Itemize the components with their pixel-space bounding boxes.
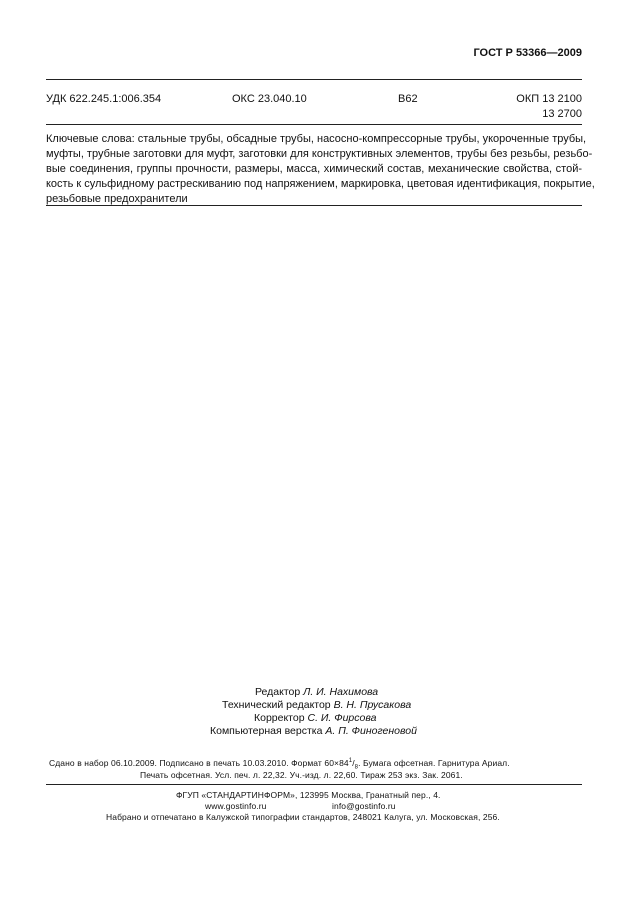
keywords-block — [46, 132, 595, 207]
credit-role: Компьютерная верстка — [210, 725, 323, 737]
imprint-divider — [46, 784, 582, 785]
top-divider — [46, 79, 582, 80]
credit-person: Л. И. Нахимова — [303, 686, 379, 698]
keywords-line: кость к сульфидному растрескиванию под напряжением, маркировка, цветовая идентификация, покрытие, — [46, 178, 595, 190]
credit-layout — [210, 725, 417, 737]
imprint-line-2: Печать офсетная. Усл. печ. л. 22,32. Уч.-изд. л. 22,60. Тираж 253 экз. Зак. 2061. — [140, 770, 463, 780]
publisher-website[interactable]: www.gostinfo.ru — [205, 801, 267, 811]
classification-divider — [46, 124, 582, 125]
imprint-text: Сдано в набор 06.10.2009. Подписано в печать 10.03.2010. Формат 60×84 — [49, 758, 349, 768]
credit-role: Технический редактор — [222, 699, 331, 711]
credit-person: С. И. Фирсова — [307, 712, 377, 724]
udk-code: УДК 622.245.1:006.354 — [46, 93, 162, 105]
okp-code-1: ОКП 13 2100 — [516, 93, 582, 105]
keywords-divider — [46, 205, 582, 206]
publisher-email[interactable]: info@gostinfo.ru — [332, 801, 396, 811]
credit-role: Корректор — [254, 712, 305, 724]
credit-tech-editor — [222, 699, 411, 711]
group-code: В62 — [398, 93, 418, 105]
format-fraction-denominator: 8 — [354, 764, 359, 771]
printing-house: Набрано и отпечатано в Калужской типографии стандартов, 248021 Калуга, ул. Московская, 256. — [106, 812, 500, 822]
keywords-line: вые соединения, группы прочности, размеры, масса, химический состав, механические свойства, стой- — [46, 163, 582, 175]
credit-person: А. П. Финогеновой — [325, 725, 417, 737]
okp-code-2: 13 2700 — [542, 108, 582, 120]
publisher-address: ФГУП «СТАНДАРТИНФОРМ», 123995 Москва, Гранатный пер., 4. — [176, 790, 441, 800]
imprint-text: . Бумага офсетная. Гарнитура Ариал. — [358, 758, 510, 768]
oks-code: ОКС 23.040.10 — [232, 93, 307, 105]
standard-number: ГОСТ Р 53366—2009 — [473, 47, 582, 59]
credit-role: Редактор — [255, 686, 301, 698]
keywords-line: муфты, трубные заготовки для муфт, заготовки для конструктивных элементов, трубы без резьбы, резьбо- — [46, 148, 593, 160]
format-fraction-numerator: 1 — [348, 758, 353, 765]
credit-corrector — [254, 712, 376, 724]
keywords-line: резьбовые предохранители — [46, 193, 188, 205]
imprint-line-1: Сдано в набор 06.10.2009. Подписано в печать 10.03.2010. Формат $60\times 84^1/_8$. Бумага офсетная. Гарнитура Ариал. — [49, 758, 510, 771]
credit-person: В. Н. Прусакова — [333, 699, 412, 711]
credit-editor — [255, 686, 378, 698]
keywords-line: Ключевые слова: стальные трубы, обсадные трубы, насосно-компрессорные трубы, укороченные трубы, — [46, 133, 587, 145]
